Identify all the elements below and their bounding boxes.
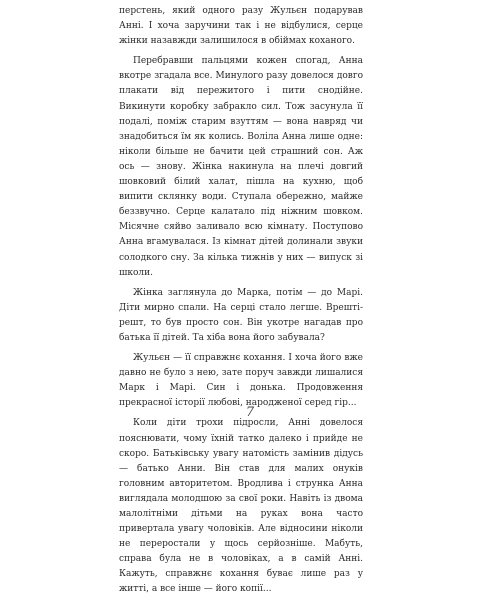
paragraph-3: Жінка заглянула до Марка, потім — до Марі. Діти мирно спали. На серці стало легше. Врешті-решт, то був просто сон. Він укотре нагадав про батька її дітей. Та хіба вона його забувала?: [119, 287, 363, 343]
page-text: [119, 4, 363, 598]
paragraph-2: Перебравши пальцями кожен спогад, Анна вкотре згадала все. Минулого разу довелося довго плакати від пережитого і пити снодійне. Викинути коробку забракло сил. Тож засунула її подалі, поміж старим взуттям — вона навряд чи знадобиться їм як колись. Воліла Анна лише одне: ніколи більше не бачити цей страшний сон. Аж ось — знову. Жінка накинула на плечі довгий шовковий білий халат, пішла на кухню, щоб випити склянку води. Ступала обережно, майже беззвучно. Серце калатало під ніжним шовком. Місячне сяйво заливало всю кімнату. Поступово Анна вгамувалася. Із кімнат дітей долинали звуки солодкого сну. За кілька тижнів у них — випуск зі школи.: [119, 56, 363, 278]
paragraph-4: Жульєн — її справжнє кохання. І хоча його вже давно не було з нею, зате поруч завжди лишалися Марк і Марі. Син і донька. Продовження прекрасної історії любові, народженої серед гір...: [119, 353, 363, 409]
paragraph-5: Коли діти трохи підросли, Анні довелося пояснювати, чому їхній татко далеко і прийде не скоро. Батьківську увагу натомість замінив дідусь — батько Анни. Він став для малих онуків головним авторитетом. Вродлива і струнка Анна виглядала молодшою за свої роки. Навіть із двома малолітніми дітьми на руках вона часто привертала увагу чоловіків. Але відносини ніколи не переростали у щось серйозніше. Мабуть, справа була не в чоловіках, а в самій Анні. Кажуть, справжнє кохання буває лише раз у житті, а все інше — його копії...: [119, 418, 363, 595]
page-number: 7: [245, 405, 255, 420]
paragraph-1: перстень, який одного разу Жульєн подарував Анні. І хоча заручини так і не відбулися, серце жінки назавжди залишилося в обіймах коханого.: [119, 6, 363, 47]
